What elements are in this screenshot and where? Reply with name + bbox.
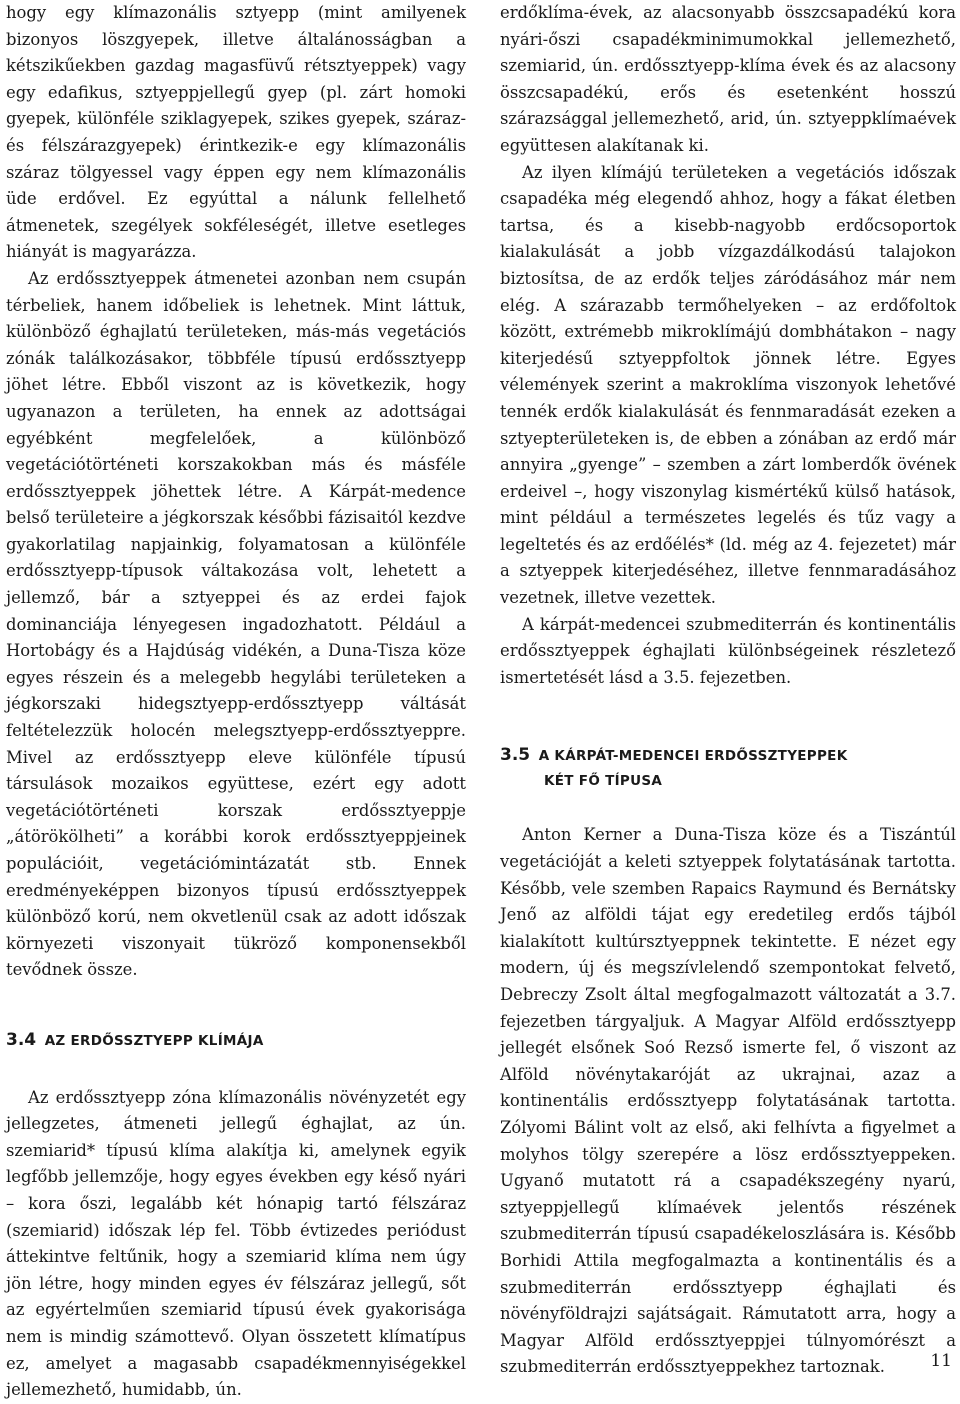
section-number: 3.5	[500, 745, 531, 766]
paragraph: hogy egy klímazonális sztyepp (mint amilyenek bizonyos löszgyepek, illetve általánosságban a kétszikűekben gazdag magasfüvű rétsztyeppek) vagy egy edafikus, sztyeppjellegű gyep (pl. zárt homoki gyepek, különféle sziklagyepek, szikes gyepek, száraz- és félszárazgyepek) érintkezik-e egy klímazonális száraz tölgyessel vagy éppen egy nem klímazonális üde erdővel. Ez egyúttal a nálunk fellelhető átmenetek, szegélyek sokféleségét, illetve esetleges hiányát is magyarázza.	[6, 3, 466, 262]
section-heading-3-5	[500, 739, 956, 794]
left-column	[6, 0, 466, 1404]
section-title: A KÁRPÁT-MEDENCEI ERDŐSSZTYEPPEK	[538, 748, 848, 765]
paragraph: Az erdőssztyepp zóna klímazonális növényzetét egy jellegzetes, átmeneti jellegű éghajlat, az ún. szemiarid* típusú klíma alakítja ki, amelynek egyik legfőbb jellemzője, hogy egyes években egy késő nyári – kora őszi, legalább két hónapig tartó félszáraz (szemiarid) időszak lép fel. Több évtizedes periódust áttekintve feltűnik, hogy a szemiarid klíma nem úgy jön létre, hogy minden egyes év félszáraz jellegű, sőt az egyértelműen szemiarid típusú évek gyakorisága nem is mindig számottevő. Olyan összetett klímatípus ez, amelyet a magasabb csapadékmennyiségekkel jellemezhető, humidabb, ún.	[6, 1087, 466, 1400]
section-title-line2: KÉT FŐ TÍPUSA	[544, 773, 663, 790]
paragraph: Az erdőssztyeppek átmenetei azonban nem csupán térbeliek, hanem időbeliek is lehetnek. Mint láttuk, különböző éghajlatú területeken, más-más vegetációs zónák találkozásakor, többféle típusú erdőssztyepp jöhet létre. Ebből viszont az is következik, hogy ugyanazon a területen, ha ennek az adottságai egyébként megfelelőek, a különböző vegetációtörténeti korszakokban más és másféle erdőssztyeppek jöhettek létre. A Kárpát-medence belső területeire a jégkorszak későbbi fázisaitól kezdve gyakorlatilag napjainkig, folyamatosan a különféle erdőssztyepp-típusok váltakozása volt, lehetett a jellemző, bár a sztyeppei és az erdei fajok dominanciája lényegesen ingadozhatott. Például a Hortobágy és a Hajdúság vidékén, a Duna-Tisza köze egyes részein és a melegebb hegylábi területeken a jégkorszaki hidegsztyepp-erdőssztyepp váltását feltételezzük holocén melegsztyepp-erdőssztyeppre. Mivel az erdőssztyepp eleve különféle típusú társulások mozaikos együttese, ezért egy adott vegetációtörténeti korszak erdőssztyeppje „átörökölheti” a korábbi korok erdőssztyeppjeinek populációit, vegetációmintázatát stb. Ennek eredményeképpen bizonyos típusú erdőssztyeppek különböző korú, nem okvetlenül csak az adott időszak környezeti viszonyait tükröző komponensekből tevődnek össze.	[6, 268, 466, 980]
section-heading-3-4	[6, 1024, 466, 1055]
paragraph: Az ilyen klímájú területeken a vegetációs időszak csapadéka még elegendő ahhoz, hogy a fákat életben tartsa, és a kisebb-nagyobb erdőcsoportok kialakulását a jobb vízgazdálkodású talajokon biztosítsa, de az erdők teljes záródásához már nem elég. A szárazabb termőhelyeken – az erdőfoltok között, extrémebb mikroklímájú dombhátakon – nagy kiterjedésű sztyeppfoltok jönnek létre. Egyes vélemények szerint a makroklíma viszonyok lehetővé tennék erdők kialakulását és fennmaradását ezeken a sztyepterületeken is, de ebben a zónában az erdő már annyira „gyenge” – szemben a zárt lomberdők övének erdeivel –, hogy viszonylag kismértékű külső hatások, mint például a természetes legelés és tűz vagy a legeltetés és az erdőélés* (ld. még az 4. fejezetet) már a sztyeppek kiterjedéséhez, illetve fennmaradásához vezetnek, illetve vezettek.	[500, 162, 956, 608]
paragraph: erdőklíma-évek, az alacsonyabb összcsapadékú kora nyári-őszi csapadékminimumokkal jellemezhető, szemiarid, ún. erdőssztyepp-klíma évek és az alacsony összcsapadékú, erős és esetenként hosszú szárazsággal jellemezhető, arid, ún. sztyeppklímaévek együttesen alakítanak ki.	[500, 3, 956, 155]
paragraph: Anton Kerner a Duna-Tisza köze és a Tiszántúl vegetációját a keleti sztyeppek folytatásának tartotta. Később, vele szemben Rapaics Raymund és Bernátsky Jenő az alföldi tájat egy eredetileg erdős tájból kialakított kultúrsztyeppnek tekintette. E nézet egy modern, új és megszívlelendő szempontokat felvető, Debreczy Zsolt által megfogalmazott változatát a 3.7. fejezetben tárgyaljuk. A Magyar Alföld erdőssztyepp jellegét elsőnek Soó Rezső ismerte fel, ő viszont az Alföld növénytakaróját az ukrajnai, azaz a kontinentális erdőssztyepp folytatásának tartotta. Zólyomi Bálint volt az első, aki felhívta a figyelmet a molyhos tölgy szerepére a lösz erdőssztyeppeken. Ugyanő mutatott rá a csapadékszegény nyarú, sztyeppjellegű klímaévek jelentős részének szubmediterrán típusú csapadékeloszlására is. Később Borhidi Attila megfogalmazta a kontinentális és a szubmediterrán erdőssztyepp éghajlati és növényföldrajzi sajátságait. Rámutatott arra, hogy a Magyar Alföld erdőssztyeppjei túlnyomórészt a szubmediterrán erdőssztyeppekhez tartoznak.	[500, 825, 956, 1377]
section-number: 3.4	[6, 1029, 37, 1050]
section-title: AZ ERDŐSSZTYEPP KLÍMÁJA	[44, 1032, 264, 1049]
paragraph: A kárpát-medencei szubmediterrán és kontinentális erdőssztyeppek éghajlati különbségeinek részletező ismertetését lásd a 3.5. fejezetben.	[500, 614, 956, 687]
right-column	[500, 0, 956, 1381]
page-number: 11	[930, 1351, 952, 1371]
